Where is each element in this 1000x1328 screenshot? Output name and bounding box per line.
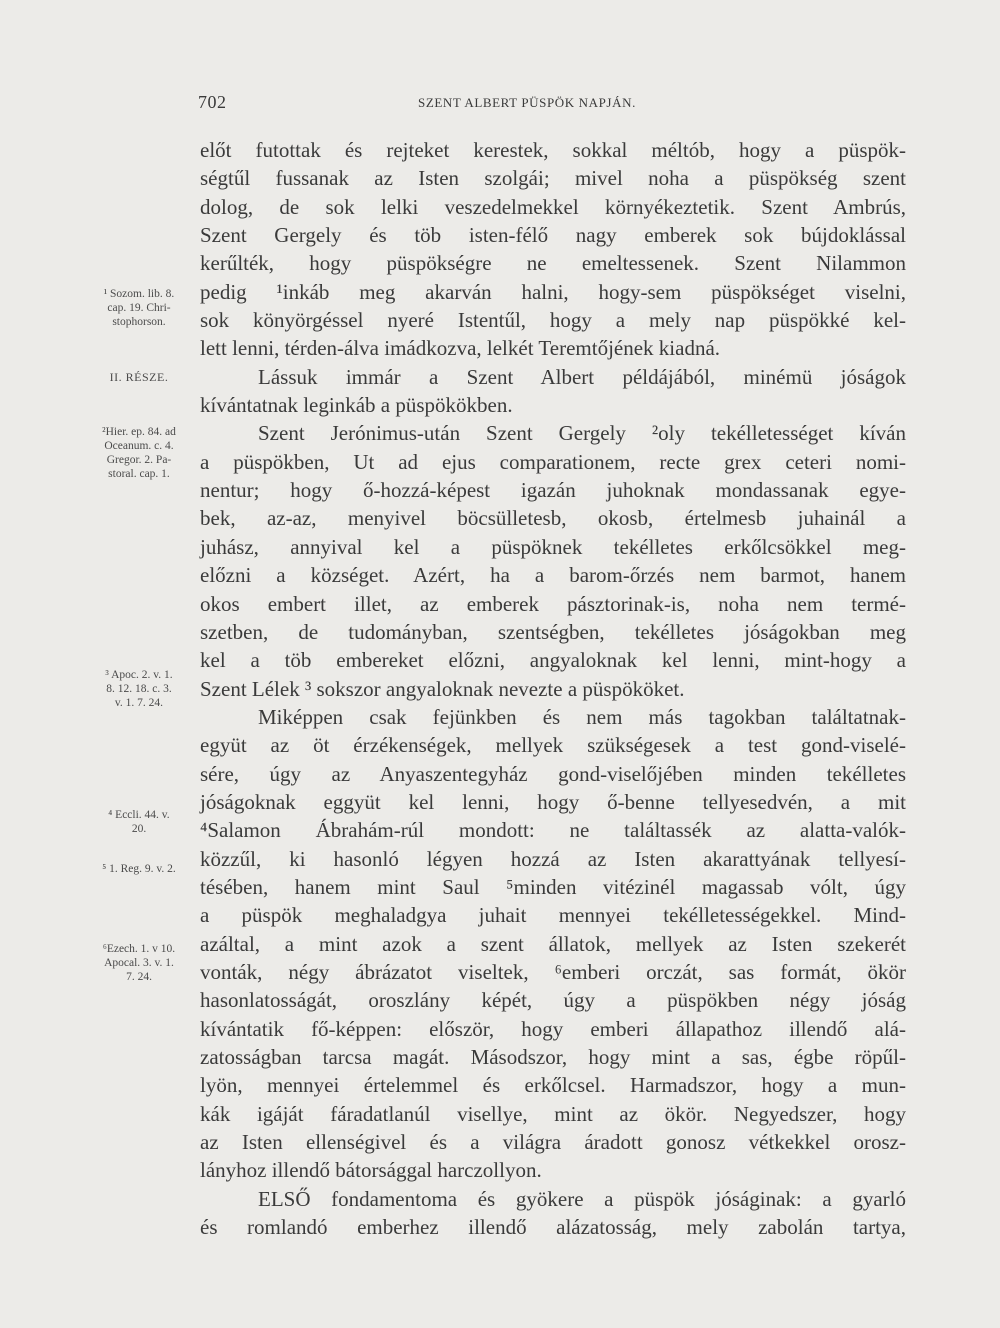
text-line: előzni a községet. Azért, ha a barom-őrzés nem barmot, hanem <box>200 563 906 588</box>
text-line: ⁴Salamon Ábrahám-rúl mondott: ne találtassék az alatta-valók- <box>200 818 906 843</box>
text-line: kívántatik fő-képpen: először, hogy emberi állapathoz illendő alá- <box>200 1016 906 1041</box>
body-text <box>200 136 906 1241</box>
margin-note <box>80 808 198 836</box>
text-line: együt az öt érzékenségek, mellyek szükségesek a test gond-viselé- <box>200 733 906 758</box>
text-line: bek, az-az, menyivel böcsülletesb, okosb, értelmesb juhainál a <box>200 506 906 531</box>
page-number: 702 <box>198 92 227 112</box>
text-line: és romlandó emberhez illendő alázatosság, mely zabolán tartya, <box>200 1215 906 1240</box>
text-line: lyön, mennyei értelemmel és erkőlcsel. Harmadszor, hogy a mun- <box>200 1073 906 1098</box>
text-line: az Isten ellenségivel és a világra áradott gonosz vétkekkel orosz- <box>200 1130 906 1155</box>
text-line: Szent Gergely és töb isten-félő nagy emberek sok bújdoklással <box>200 223 906 248</box>
text-line: Szent Jerónimus-után Szent Gergely ²oly tekélletességet kíván <box>258 421 906 446</box>
margin-note-line: ⁴ Eccli. 44. v. <box>108 809 170 821</box>
margin-note-line: v. 1. 7. 24. <box>114 697 164 709</box>
text-line: Lássuk immár a Szent Albert példájából, minémü jóságok <box>258 364 906 389</box>
margin-note-line: ³ Apoc. 2. v. 1. <box>105 669 173 681</box>
text-line: a püspök meghaladgya juhait mennyei tekélletességekkel. Mind- <box>200 903 906 928</box>
text-line: hasonlatosságát, oroszlány képét, úgy a püspökben négy jóság <box>200 988 906 1013</box>
text-line: kerűlték, hogy püspökségre ne emeltessenek. Szent Nilammon <box>200 251 906 276</box>
margin-note-line: Apocal. 3. v. 1. <box>104 957 174 969</box>
text-line: jóságoknak eggyüt kel lenni, hogy ő-benne tellyesedvén, a mit <box>200 789 906 814</box>
margin-note-line: II. RÉSZE. <box>109 370 169 384</box>
margin-note-line: Oceanum. c. 4. <box>104 440 174 452</box>
text-line: ELSŐ fondamentoma és gyökere a püspök jóságinak: a gyarló <box>258 1186 906 1211</box>
margin-note <box>80 287 198 329</box>
margin-note-line: cap. 19. Chri- <box>107 302 171 314</box>
margin-note <box>80 668 198 710</box>
margin-note <box>80 942 198 984</box>
text-line: pedig ¹inkáb meg akarván halni, hogy-sem püspökséget viselni, <box>200 279 906 304</box>
margin-note <box>80 425 198 481</box>
text-line: kel a töb embereket előzni, angyaloknak kel lenni, mint-hogy a <box>200 648 906 673</box>
text-line: lett lenni, térden-álva imádkozva, lelkét Teremtőjének kiadná. <box>200 336 721 361</box>
text-line: sére, úgy az Anyaszentegyház gond-viselőjében minden tekélletes <box>200 761 906 786</box>
text-line: zatosságban tarcsa magát. Másodszor, hogy mint a sas, égbe röpűl- <box>200 1045 906 1069</box>
page-header <box>198 92 908 116</box>
text-line: vonták, négy ábrázatot viseltek, ⁶emberi orczát, sas formát, ökör <box>200 959 906 984</box>
margin-note-line: 7. 24. <box>126 971 152 983</box>
running-head: SZENT ALBERT PÜSPÖK NAPJÁN. <box>418 95 636 110</box>
margin-note-line: ¹ Sozom. lib. 8. <box>103 288 175 300</box>
text-line: tésében, hanem mint Saul ⁵minden vitézinél magassab vólt, úgy <box>200 874 906 899</box>
text-line: juhász, annyival kel a püspöknek tekélletes erkőlcsökkel meg- <box>200 534 906 559</box>
margin-note-line: 8. 12. 18. c. 3. <box>106 683 172 695</box>
text-line: kívántatnak leginkáb a püspökökben. <box>200 393 513 418</box>
text-line: közzűl, ki hasonló légyen hozzá az Isten akarattyának tellyesí- <box>200 846 906 871</box>
text-line: sok könyörgéssel nyeré Istentűl, hogy a mely nap püspökké kel- <box>200 308 906 333</box>
text-line: dolog, de sok lelki veszedelmekkel környékeztetik. Szent Ambrús, <box>200 194 906 219</box>
text-line: Miképpen csak fejünkben és nem más tagokban találtatnak- <box>258 704 906 729</box>
margin-note-line: ²Hier. ep. 84. ad <box>102 426 176 438</box>
text-line: azáltal, a mint azok a szent állatok, mellyek az Isten szekerét <box>200 931 906 956</box>
text-line: Szent Lélek ³ sokszor angyaloknak nevezte a püspököket. <box>200 676 685 701</box>
text-line: a püspökben, Ut ad ejus comparationem, recte grex ceteri nomi- <box>200 449 906 474</box>
text-line: nentur; hogy ő-hozzá-képest igazán juhoknak mondassanak egye- <box>200 478 906 503</box>
text-line: lányhoz illendő bátorsággal harczollyon. <box>200 1158 542 1183</box>
margin-note-line: Gregor. 2. Pa- <box>106 454 172 466</box>
text-line: ségtűl fussanak az Isten szolgái; mivel noha a püspökség szent <box>200 166 906 191</box>
margin-note-line: ⁵ 1. Reg. 9. v. 2. <box>102 863 176 875</box>
text-line: okos embert illet, az emberek pásztorinak-is, noha nem termé- <box>200 591 906 616</box>
margin-note-line: 20. <box>131 823 147 835</box>
margin-note-line: stophorson. <box>112 316 166 328</box>
margin-note-line: ⁶Ezech. 1. v 10. <box>102 943 176 955</box>
text-line: szetben, de tudományban, szentségben, tekélletes jóságokban meg <box>200 619 906 644</box>
margin-note <box>80 370 198 384</box>
text-line: előt futottak és rejteket kerestek, sokkal méltób, hogy a püspök- <box>200 138 906 162</box>
margin-note-line: storal. cap. 1. <box>108 468 170 480</box>
margin-note <box>80 862 198 876</box>
text-line: kák igáját fáradatlanúl visellye, mint az ökör. Negyedszer, hogy <box>200 1101 906 1126</box>
